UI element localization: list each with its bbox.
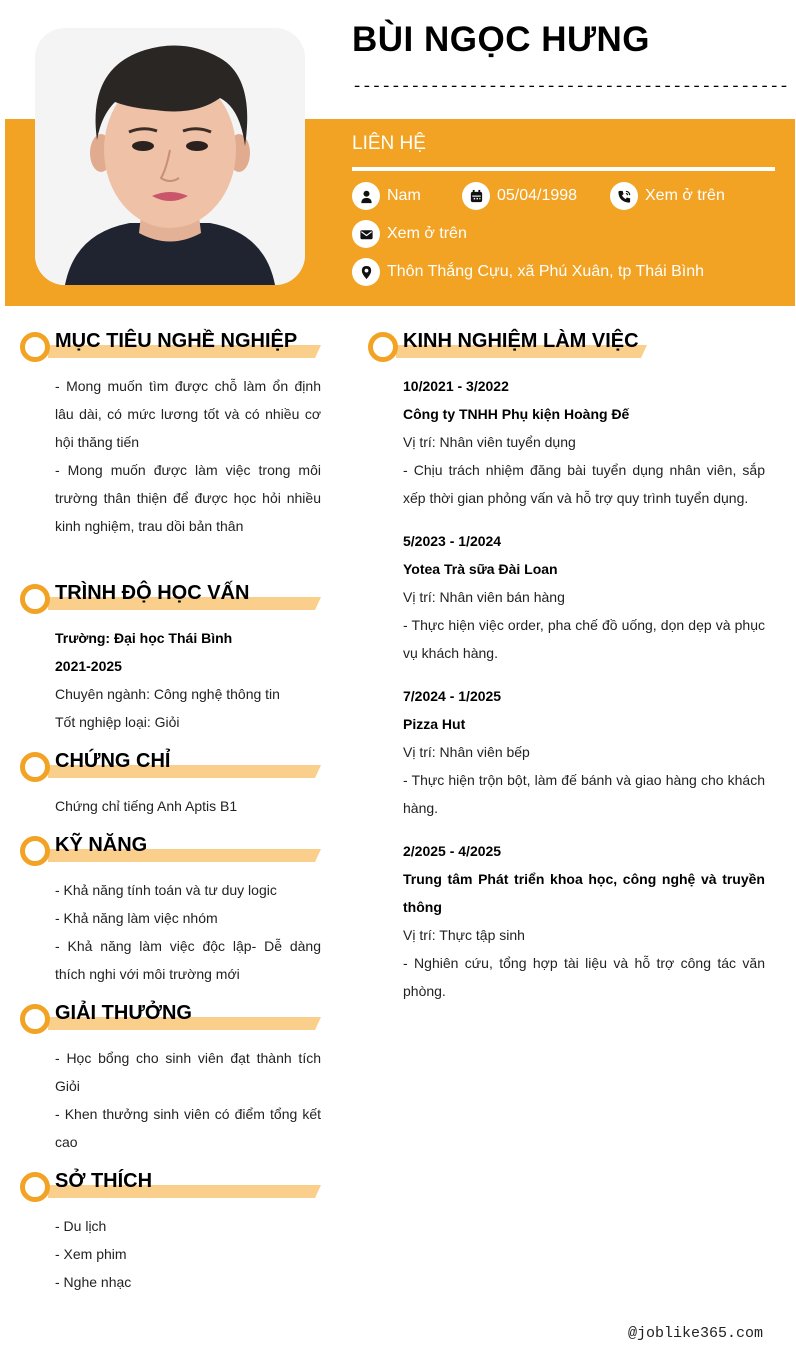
experience-title: KINH NGHIỆM LÀM VIỆC	[403, 330, 639, 352]
education-major: Chuyên ngành: Công nghệ thông tin	[55, 686, 280, 702]
profile-photo	[35, 28, 305, 285]
birthday-value: 05/04/1998	[497, 187, 578, 204]
phone-icon	[610, 182, 638, 210]
contact-email	[352, 220, 467, 248]
certificate-item: Chứng chỉ tiếng Anh Aptis B1	[55, 798, 238, 814]
skills-title: KỸ NĂNG	[55, 834, 148, 856]
job-description: - Nghiên cứu, tổng hợp tài liệu và hỗ trợ công tác văn phòng.	[403, 955, 765, 999]
job-period: 2/2025 - 4/2025	[403, 843, 502, 859]
hobby-item: - Xem phim	[55, 1246, 127, 1262]
circle-bullet-icon	[20, 836, 50, 866]
hobbies-title: SỞ THÍCH	[55, 1170, 153, 1192]
contact-address	[352, 258, 704, 286]
job-position: Vị trí: Nhân viên tuyển dụng	[403, 434, 576, 450]
contact-phone	[610, 182, 725, 210]
job-position: Vị trí: Nhân viên bếp	[403, 744, 530, 760]
job-description: - Chịu trách nhiệm đăng bài tuyển dụng nhân viên, sắp xếp thời gian phỏng vấn và hỗ trợ quy trình tuyển dụng.	[403, 462, 765, 506]
footer-watermark: @joblike365.com	[628, 1325, 764, 1342]
circle-bullet-icon	[20, 1004, 50, 1034]
skill-item: - Khả năng làm việc nhóm	[55, 910, 218, 926]
envelope-icon	[352, 220, 380, 248]
circle-bullet-icon	[368, 332, 398, 362]
contact-birthday	[462, 182, 577, 210]
email-value: Xem ở trên	[387, 225, 467, 242]
job-company: Pizza Hut	[403, 716, 466, 732]
awards-title: GIẢI THƯỞNG	[55, 1002, 192, 1024]
gender-value: Nam	[387, 187, 421, 204]
candidate-name: BÙI NGỌC HƯNG	[352, 20, 651, 59]
job-period: 10/2021 - 3/2022	[403, 378, 509, 394]
objective-title: MỤC TIÊU NGHỀ NGHIỆP	[55, 330, 298, 352]
circle-bullet-icon	[20, 752, 50, 782]
job-company: Trung tâm Phát triển khoa học, công nghệ và truyền thông	[403, 871, 765, 915]
job-period: 5/2023 - 1/2024	[403, 533, 502, 549]
skill-item: - Khả năng làm việc độc lập- Dễ dàng thích nghi với môi trường mới	[55, 938, 321, 982]
circle-bullet-icon	[20, 584, 50, 614]
job-description: - Thực hiện trộn bột, làm đế bánh và giao hàng cho khách hàng.	[403, 772, 765, 816]
job-position: Vị trí: Thực tập sinh	[403, 927, 525, 943]
award-item: - Khen thưởng sinh viên có điểm tổng kết cao	[55, 1106, 321, 1150]
phone-value: Xem ở trên	[645, 187, 725, 204]
objective-item: - Mong muốn được làm việc trong môi trường thân thiện để được học hỏi nhiều kinh nghiệm, trau dồi bản thân	[55, 462, 321, 534]
calendar-icon	[462, 182, 490, 210]
hobby-item: - Nghe nhạc	[55, 1274, 132, 1290]
job-position: Vị trí: Nhân viên bán hàng	[403, 589, 565, 605]
award-item: - Học bổng cho sinh viên đạt thành tích Giỏi	[55, 1050, 321, 1094]
job-company: Công ty TNHH Phụ kiện Hoàng Đế	[403, 406, 630, 422]
job-company: Yotea Trà sữa Đài Loan	[403, 561, 558, 577]
education-title: TRÌNH ĐỘ HỌC VẤN	[55, 582, 250, 604]
hobby-item: - Du lịch	[55, 1218, 107, 1234]
circle-bullet-icon	[20, 1172, 50, 1202]
contact-divider	[352, 167, 775, 171]
circle-bullet-icon	[20, 332, 50, 362]
name-underline-dashes: ---------------------------------------------	[352, 78, 789, 97]
job-description: - Thực hiện việc order, pha chế đồ uống, dọn dẹp và phục vụ khách hàng.	[403, 617, 765, 661]
address-value: Thôn Thắng Cựu, xã Phú Xuân, tp Thái Bình	[387, 263, 704, 280]
person-icon	[352, 182, 380, 210]
certificates-title: CHỨNG CHỈ	[55, 750, 171, 772]
education-grade: Tốt nghiệp loại: Giỏi	[55, 714, 180, 730]
objective-item: - Mong muốn tìm được chỗ làm ổn định lâu dài, có mức lương tốt và có nhiều cơ hội thăng tiến	[55, 378, 321, 450]
education-years: 2021-2025	[55, 658, 122, 674]
education-school: Trường: Đại học Thái Bình	[55, 630, 233, 646]
contact-title: LIÊN HỆ	[352, 133, 426, 154]
location-pin-icon	[352, 258, 380, 286]
contact-gender	[352, 182, 421, 210]
skill-item: - Khả năng tính toán và tư duy logic	[55, 882, 277, 898]
job-period: 7/2024 - 1/2025	[403, 688, 502, 704]
